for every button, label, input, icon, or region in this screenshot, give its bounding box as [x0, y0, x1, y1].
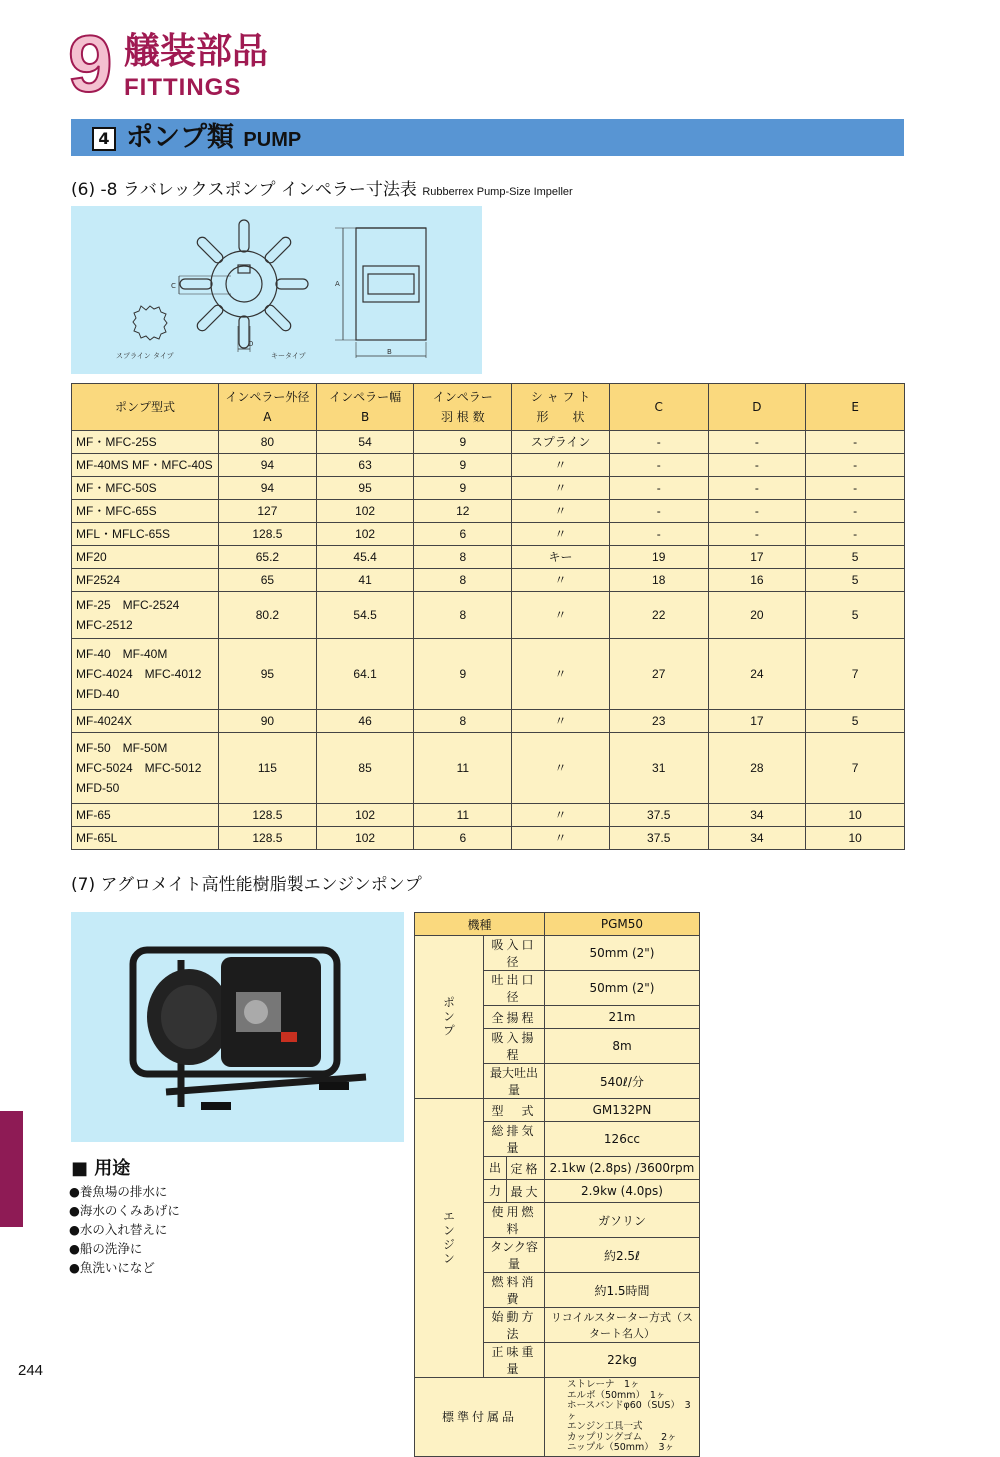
cell-d: -	[708, 500, 806, 523]
section-number-box: 4	[92, 127, 116, 151]
model-line: MF-40MS MF・MFC-40S	[76, 458, 213, 472]
cell-b: 85	[316, 733, 414, 804]
dim-label-d: D	[248, 340, 254, 348]
cell-shaft: 〃	[512, 827, 610, 850]
cell-e: 5	[806, 546, 905, 569]
cell-model	[72, 477, 219, 500]
cell-c: 22	[609, 592, 708, 639]
table-row	[72, 454, 905, 477]
cell-c: 31	[609, 733, 708, 804]
model-line: MF-65L	[76, 831, 118, 845]
cell-e: 5	[806, 592, 905, 639]
spec-output-cell	[484, 1157, 545, 1180]
spec-value: 8m	[544, 1029, 699, 1064]
cell-a: 128.5	[219, 804, 317, 827]
cell-b: 41	[316, 569, 414, 592]
spec-label: 正味重量	[484, 1343, 545, 1378]
dim-label-b: B	[387, 348, 392, 356]
engine-pump-photo	[71, 912, 404, 1142]
header-e: E	[806, 384, 905, 431]
cell-model	[72, 569, 219, 592]
cell-c: -	[609, 500, 708, 523]
cell-a: 80	[219, 431, 317, 454]
cell-b: 45.4	[316, 546, 414, 569]
chapter-title-jp: 艤装部品	[124, 31, 269, 72]
spec-label: 総排気量	[484, 1122, 545, 1157]
spec-value: ガソリン	[544, 1203, 699, 1238]
cell-c: 19	[609, 546, 708, 569]
chapter-title-en: FITTINGS	[124, 74, 242, 101]
spec-label: 始動方法	[484, 1308, 545, 1343]
model-line: MF-4024X	[76, 714, 133, 728]
table-row	[72, 477, 905, 500]
subsection-title-jp: (6) -8 ラバレックスポンプ インペラー寸法表	[71, 180, 417, 200]
header-width-label: インペラー幅	[329, 390, 402, 404]
header-c: C	[609, 384, 708, 431]
cell-shaft: 〃	[512, 523, 610, 546]
header-d: D	[708, 384, 806, 431]
chapter-number: 9	[68, 19, 113, 108]
cell-c: 18	[609, 569, 708, 592]
cell-shaft: 〃	[512, 500, 610, 523]
table-row	[72, 569, 905, 592]
cell-e: -	[806, 523, 905, 546]
table-row	[72, 592, 905, 639]
spec-accessories-label: 標準付属品	[415, 1378, 545, 1457]
cell-blades: 6	[414, 827, 512, 850]
cell-d: 16	[708, 569, 806, 592]
cell-d: -	[708, 477, 806, 500]
spec-value: 約1.5時間	[544, 1273, 699, 1308]
section-title-jp: ポンプ類	[126, 122, 234, 153]
spec-accessories-list	[544, 1378, 699, 1457]
cell-d: 20	[708, 592, 806, 639]
cell-blades: 8	[414, 546, 512, 569]
accessory-item: エルボ（50mm） 1ヶ	[566, 1389, 666, 1401]
cell-blades: 9	[414, 454, 512, 477]
section-title	[126, 121, 301, 157]
spec-label: 吐出口径	[484, 971, 545, 1006]
table-row	[72, 639, 905, 710]
table-row	[72, 546, 905, 569]
cell-a: 95	[219, 639, 317, 710]
cell-shaft: スプライン	[512, 431, 610, 454]
uses-item: ●養魚場の排水に	[69, 1184, 168, 1199]
cell-b: 46	[316, 710, 414, 733]
model-line: MFL・MFLC-65S	[76, 527, 171, 541]
cell-blades: 11	[414, 733, 512, 804]
chapter-side-tab	[0, 1111, 23, 1227]
table-row	[72, 710, 905, 733]
cell-a: 65	[219, 569, 317, 592]
cell-d: 24	[708, 639, 806, 710]
table-row	[72, 804, 905, 827]
header-diameter	[219, 384, 317, 431]
accessory-item: ストレーナ 1ヶ	[566, 1379, 640, 1390]
subsection-title	[71, 178, 573, 204]
cell-shaft: 〃	[512, 804, 610, 827]
cell-b: 102	[316, 827, 414, 850]
cell-c: 23	[609, 710, 708, 733]
cell-d: 17	[708, 710, 806, 733]
cell-a: 80.2	[219, 592, 317, 639]
cell-a: 94	[219, 477, 317, 500]
uses-item: ●船の洗浄に	[69, 1241, 143, 1256]
model-line: MFC-2512	[76, 618, 133, 632]
table-row	[72, 500, 905, 523]
cell-shaft: 〃	[512, 477, 610, 500]
cell-blades: 8	[414, 710, 512, 733]
model-line: MFD-40	[76, 687, 120, 701]
cell-blades: 12	[414, 500, 512, 523]
cell-blades: 9	[414, 639, 512, 710]
cell-c: -	[609, 454, 708, 477]
cell-e: 7	[806, 639, 905, 710]
spec-value: 540ℓ/分	[544, 1064, 699, 1099]
spec-model-value: PGM50	[544, 913, 699, 936]
cell-d: -	[708, 523, 806, 546]
spec-row-model	[415, 913, 700, 936]
impeller-table-body	[72, 431, 905, 850]
spec-value: GM132PN	[544, 1099, 699, 1122]
model-line: MF2524	[76, 573, 121, 587]
spec-label: 使用燃料	[484, 1203, 545, 1238]
section7-title: (7) アグロメイト高性能樹脂製エンジンポンプ	[71, 875, 422, 895]
header-blades	[414, 384, 512, 431]
model-line: MF-50 MF-50M	[76, 741, 168, 755]
spec-value: 21m	[544, 1006, 699, 1029]
spec-label: 型 式	[484, 1099, 545, 1122]
cell-model	[72, 827, 219, 850]
cell-blades: 9	[414, 477, 512, 500]
spec-value: 50mm (2")	[544, 936, 699, 971]
cell-b: 54	[316, 431, 414, 454]
cell-e: 10	[806, 804, 905, 827]
cell-blades: 8	[414, 569, 512, 592]
cell-b: 54.5	[316, 592, 414, 639]
header-blades-label: インペラー	[432, 390, 493, 404]
spec-label: 定格	[510, 1161, 541, 1176]
uses-item: ●水の入れ替えに	[69, 1222, 168, 1237]
cell-d: 28	[708, 733, 806, 804]
uses-item: ●海水のくみあげに	[69, 1203, 180, 1218]
header-shaft-sub: 形 状	[536, 410, 585, 424]
cell-model	[72, 592, 219, 639]
spec-label: 吸入口径	[484, 936, 545, 971]
impeller-diagram	[71, 206, 482, 374]
cell-b: 102	[316, 500, 414, 523]
spec-output-cell	[484, 1180, 545, 1203]
cell-blades: 6	[414, 523, 512, 546]
cell-a: 115	[219, 733, 317, 804]
accessory-item: カップリングゴム 2ヶ	[566, 1431, 677, 1443]
model-line: MFC-4024 MFC-4012	[76, 667, 202, 681]
model-line: MF-25 MFC-2524	[76, 598, 180, 612]
cell-shaft: 〃	[512, 733, 610, 804]
cell-c: 37.5	[609, 827, 708, 850]
spec-label: 全揚程	[484, 1006, 545, 1029]
pump-spec-table	[414, 912, 700, 1457]
spec-label: 燃料消費	[484, 1273, 545, 1308]
spec-row-accessories	[415, 1378, 700, 1457]
label-key-type: キータイプ	[271, 352, 306, 360]
header-width-code: B	[360, 410, 370, 424]
spec-label: 最大	[510, 1184, 541, 1199]
model-line: MF20	[76, 550, 107, 564]
model-line: MF・MFC-65S	[76, 504, 157, 518]
cell-c: -	[609, 477, 708, 500]
header-width	[316, 384, 414, 431]
spec-label: 吸入揚程	[484, 1029, 545, 1064]
cell-a: 128.5	[219, 523, 317, 546]
cell-model	[72, 546, 219, 569]
header-diameter-label: インペラー外径	[225, 390, 310, 404]
impeller-size-table	[71, 383, 905, 850]
table-row	[72, 733, 905, 804]
header-shaft-label: シ ャ フ ト	[530, 390, 591, 404]
spec-value: 2.1kw (2.8ps) /3600rpm	[544, 1157, 699, 1180]
dim-label-a: A	[335, 280, 340, 288]
cell-shaft: 〃	[512, 592, 610, 639]
cell-b: 63	[316, 454, 414, 477]
spec-output-char: 力	[484, 1180, 507, 1202]
cell-e: -	[806, 431, 905, 454]
cell-b: 95	[316, 477, 414, 500]
accessory-item: エンジン工具一式	[566, 1421, 643, 1432]
impeller-drawing	[71, 206, 482, 374]
spec-output-char: 出	[484, 1157, 507, 1179]
impeller-side-view	[356, 228, 426, 340]
cell-e: -	[806, 477, 905, 500]
section-title-en: PUMP	[243, 129, 302, 151]
dim-label-c: C	[171, 282, 176, 290]
cell-model	[72, 710, 219, 733]
label-spline-type: スプライン タイプ	[116, 352, 174, 360]
cell-shaft: 〃	[512, 710, 610, 733]
spec-row	[415, 936, 700, 971]
cell-model	[72, 804, 219, 827]
model-line: MF・MFC-50S	[76, 481, 157, 495]
impeller-blades	[180, 220, 308, 348]
cell-b: 102	[316, 804, 414, 827]
cell-a: 65.2	[219, 546, 317, 569]
cell-blades: 11	[414, 804, 512, 827]
cell-model	[72, 431, 219, 454]
cell-blades: 9	[414, 431, 512, 454]
cell-e: 5	[806, 710, 905, 733]
spec-group-pump: ポンプ	[415, 936, 484, 1099]
cell-a: 127	[219, 500, 317, 523]
cell-model	[72, 500, 219, 523]
model-line: MFC-5024 MFC-5012	[76, 761, 202, 775]
cell-c: 27	[609, 639, 708, 710]
cell-shaft: 〃	[512, 454, 610, 477]
spline-hub-shape	[133, 306, 167, 340]
spec-row	[415, 1099, 700, 1122]
engine-pump-drawing	[71, 912, 404, 1142]
uses-title: ■ 用途	[71, 1158, 131, 1179]
spec-model-label: 機種	[415, 913, 545, 936]
cell-e: 7	[806, 733, 905, 804]
cell-c: 37.5	[609, 804, 708, 827]
subsection-title-en: Rubberrex Pump-Size Impeller	[422, 186, 573, 198]
spec-value: 50mm (2")	[544, 971, 699, 1006]
cell-b: 102	[316, 523, 414, 546]
cell-b: 64.1	[316, 639, 414, 710]
model-line: MF-65	[76, 808, 111, 822]
cell-shaft: キー	[512, 546, 610, 569]
table-row	[72, 523, 905, 546]
spec-group-engine: エンジン	[415, 1099, 484, 1378]
cell-model	[72, 454, 219, 477]
uses-list	[69, 1182, 180, 1277]
cell-model	[72, 733, 219, 804]
cell-d: 17	[708, 546, 806, 569]
spec-value: リコイルスターター方式（スタート名人）	[544, 1308, 699, 1343]
table-row	[72, 431, 905, 454]
spec-value: 126cc	[544, 1122, 699, 1157]
cell-shaft: 〃	[512, 639, 610, 710]
model-line: MF-40 MF-40M	[76, 647, 168, 661]
cell-e: -	[806, 454, 905, 477]
model-line: MF・MFC-25S	[76, 435, 157, 449]
cell-e: -	[806, 500, 905, 523]
accessory-item: ニップル（50mm） 3ヶ	[566, 1442, 675, 1453]
cell-blades: 8	[414, 592, 512, 639]
cell-a: 94	[219, 454, 317, 477]
cell-d: 34	[708, 804, 806, 827]
spec-value: 22kg	[544, 1343, 699, 1378]
cell-d: -	[708, 431, 806, 454]
cell-a: 90	[219, 710, 317, 733]
page-number: 244	[18, 1362, 44, 1379]
table-header-row	[72, 384, 905, 431]
table-row	[72, 827, 905, 850]
cell-c: -	[609, 523, 708, 546]
header-shaft	[512, 384, 610, 431]
cell-e: 5	[806, 569, 905, 592]
spec-label: 最大吐出量	[484, 1064, 545, 1099]
uses-item: ●魚洗いになど	[69, 1260, 155, 1275]
cell-d: 34	[708, 827, 806, 850]
cell-a: 128.5	[219, 827, 317, 850]
accessory-item: ホースバンドφ60（SUS） 3ヶ	[566, 1400, 691, 1422]
cell-model	[72, 639, 219, 710]
cell-model	[72, 523, 219, 546]
spec-value: 約2.5ℓ	[544, 1238, 699, 1273]
header-blades-sub: 羽 根 数	[440, 410, 485, 424]
model-line: MFD-50	[76, 781, 120, 795]
cell-shaft: 〃	[512, 569, 610, 592]
cell-c: -	[609, 431, 708, 454]
header-model: ポンプ型式	[72, 384, 219, 431]
cell-e: 10	[806, 827, 905, 850]
spec-value: 2.9kw (4.0ps)	[544, 1180, 699, 1203]
spec-label: タンク容量	[484, 1238, 545, 1273]
header-diameter-code: A	[263, 410, 272, 424]
cell-d: -	[708, 454, 806, 477]
